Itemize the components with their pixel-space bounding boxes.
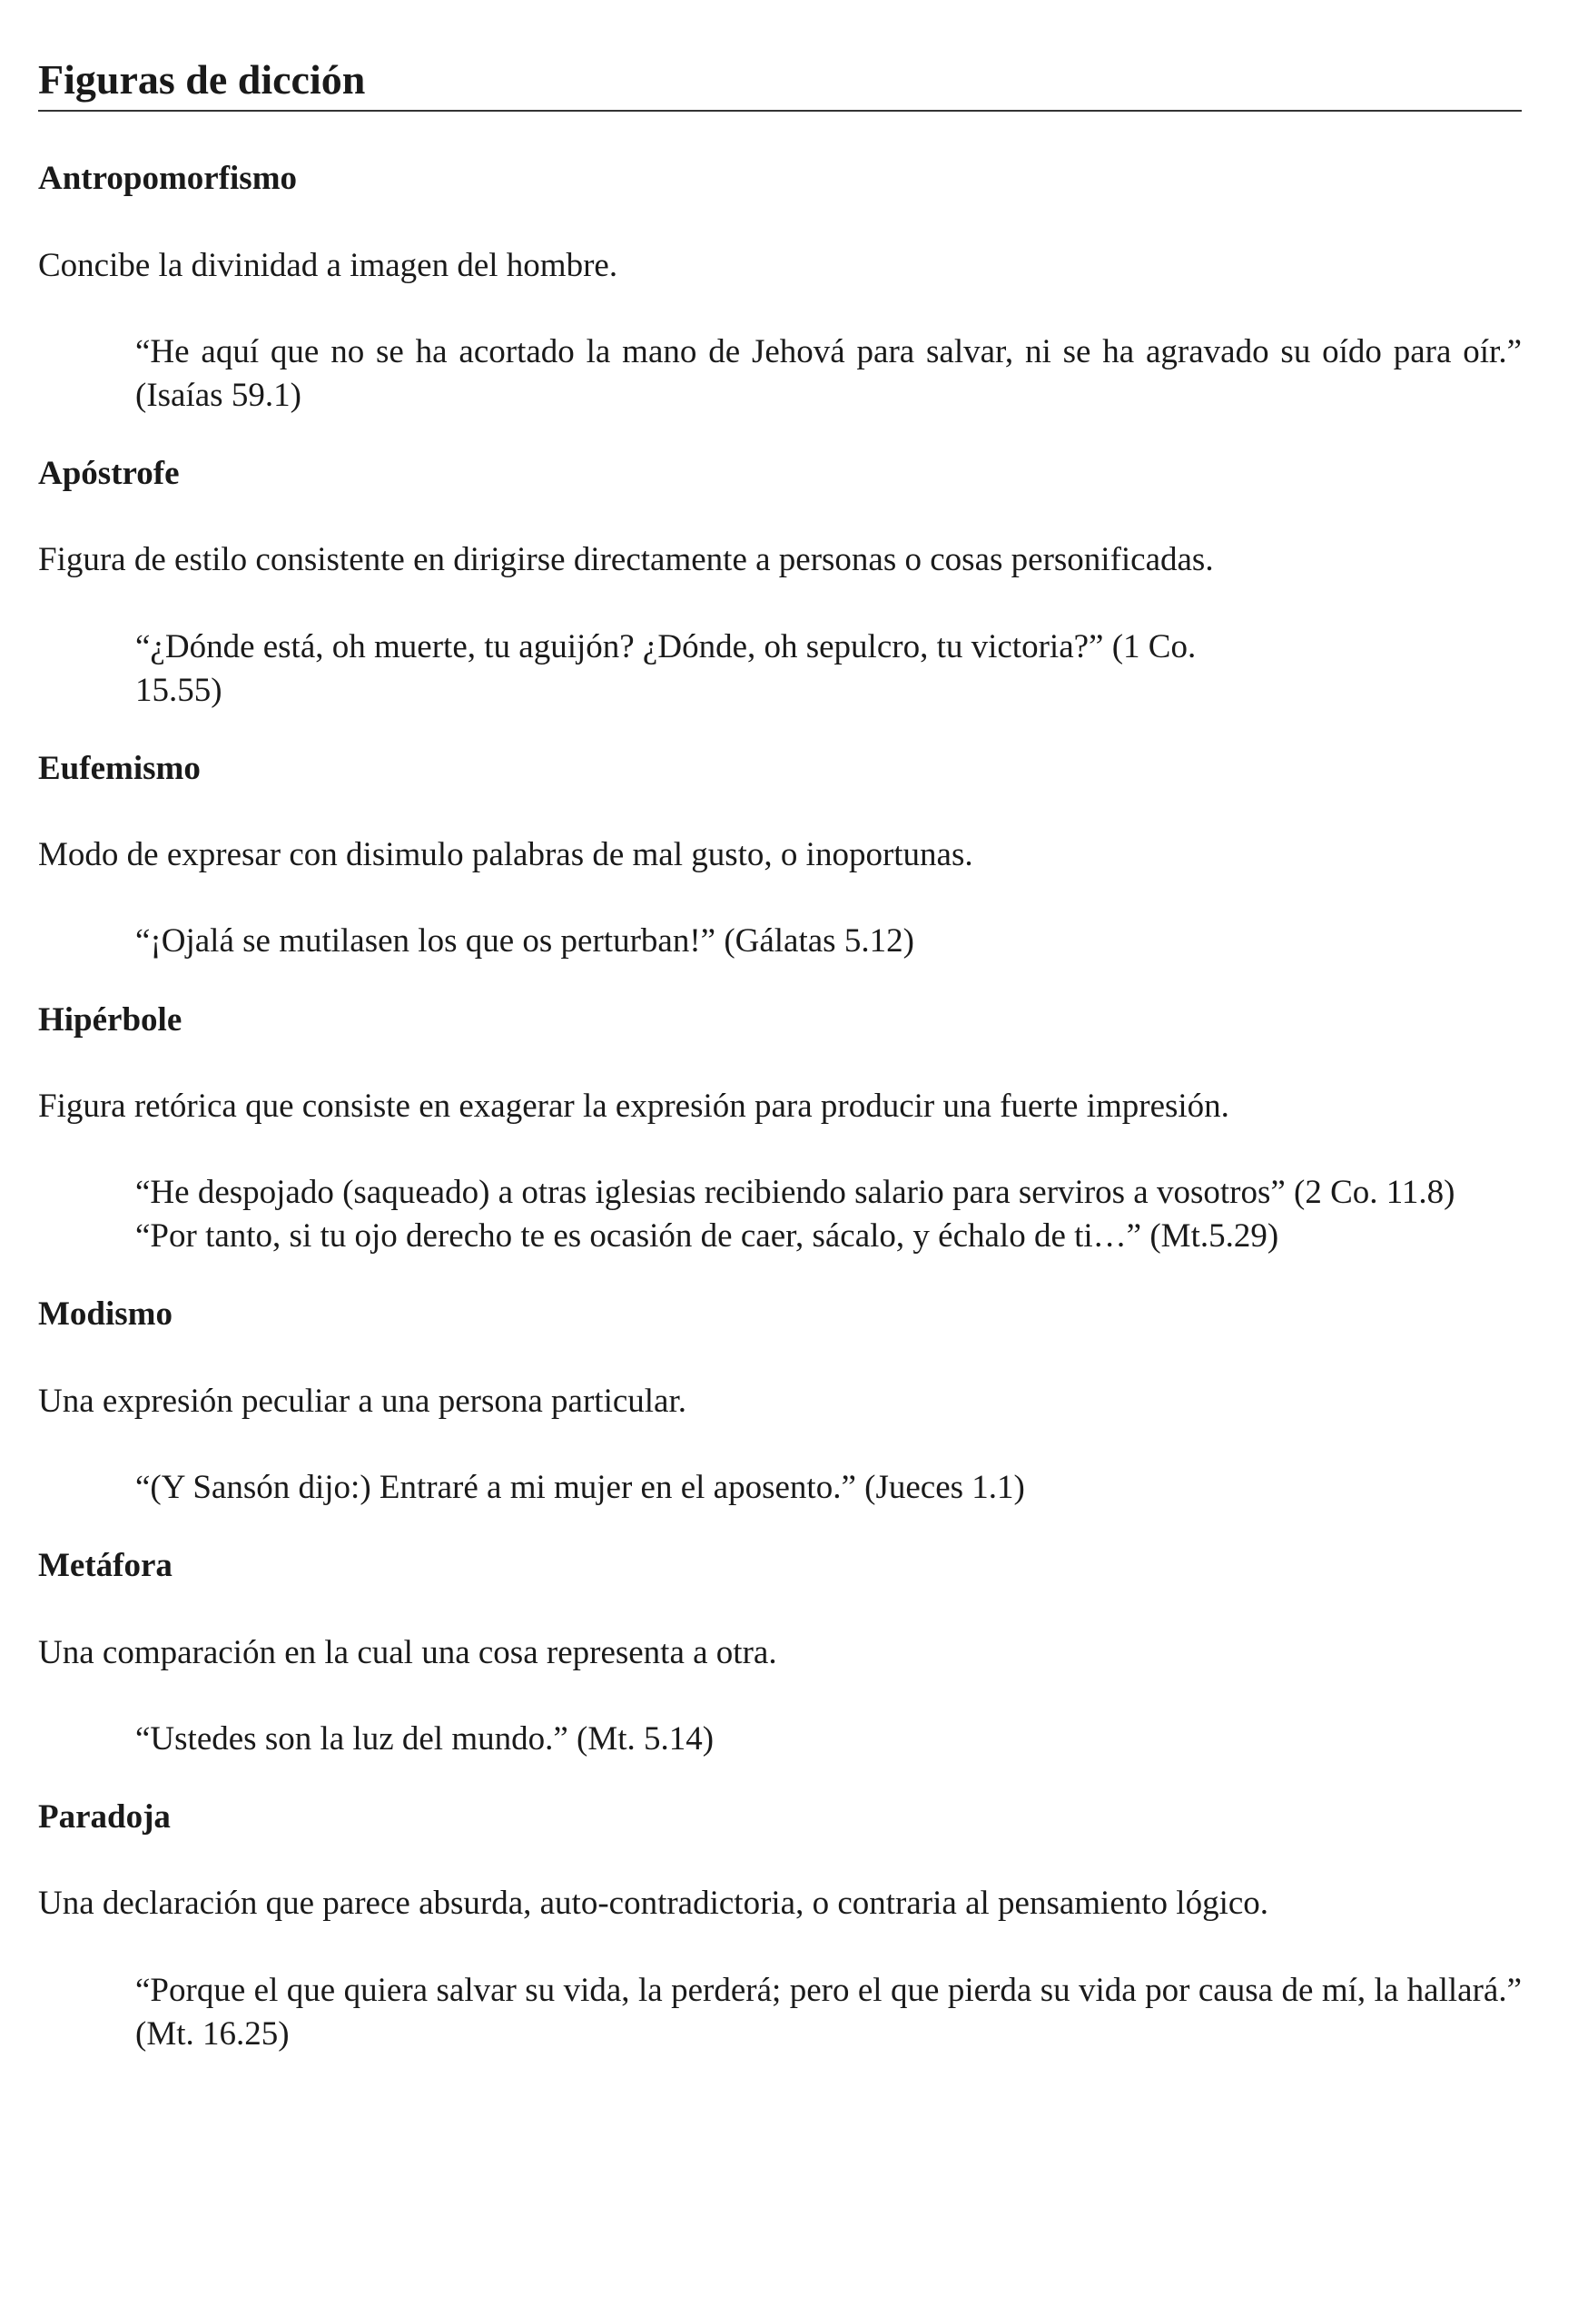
example-block [135,330,1522,418]
example-quote: “Ustedes son la luz del mundo.” (Mt. 5.14) [135,1719,715,1758]
example-quote: “¡Ojalá se mutilasen los que os perturban!” (Gálatas 5.12) [135,922,914,960]
entry-metafora [38,1546,1522,1761]
example-quote: “(Y Sansón dijo:) Entraré a mi mujer en el aposento.” (Jueces 1.1) [135,1469,1025,1507]
entry-hiperbole [38,1000,1522,1259]
example-block [135,1969,1522,2056]
entry-paradoja [38,1797,1522,2056]
term-heading: Metáfora [38,1547,173,1585]
example-quote: “He aquí que no se ha acortado la mano de Jehová para salvar, ni se ha agravado su oído para oír.” (Isaías 59.1) [135,332,1522,414]
example-quote: “¿Dónde está, oh muerte, tu aguijón? ¿Dónde, oh sepulcro, tu victoria?” (1 Co. 15.55) [135,627,1197,709]
term-definition: Concibe la divinidad a imagen del hombre. [38,246,618,284]
term-heading: Eufemismo [38,749,201,787]
term-definition: Una declaración que parece absurda, auto-contradictoria, o contraria al pensamiento lógico. [38,1885,1269,1923]
term-definition: Una comparación en la cual una cosa representa a otra. [38,1633,777,1671]
example-block [135,625,1522,713]
term-heading: Antropomorfismo [38,160,298,198]
entry-eufemismo [38,749,1522,964]
example-quote: “Por tanto, si tu ojo derecho te es ocasión de caer, sácalo, y échalo de ti…” (Mt.5.29) [135,1217,1279,1256]
example-block [135,1466,1522,1510]
term-definition: Modo de expresar con disimulo palabras de mal gusto, o inoportunas. [38,836,973,874]
entry-modismo [38,1295,1522,1510]
term-heading: Apóstrofe [38,455,180,493]
entry-list [38,159,1522,2056]
example-block [135,1171,1522,1258]
term-definition: Figura de estilo consistente en dirigirse directamente a personas o cosas personificadas. [38,541,1214,579]
entry-apostrofe [38,454,1522,713]
document-page [38,54,1522,2093]
page-title: Figuras de dicción [38,54,1522,112]
term-heading: Modismo [38,1295,173,1334]
example-quote: “Porque el que quiera salvar su vida, la perderá; pero el que pierda su vida por causa de mí, la hallará.” (Mt. 16.25) [135,1971,1522,2053]
example-block [135,920,1522,963]
example-block [135,1718,1522,1761]
entry-antropomorfismo [38,159,1522,418]
example-quote: “He despojado (saqueado) a otras iglesias recibiendo salario para serviros a vosotros” (2 Co. 11.8) [135,1174,1455,1212]
term-definition: Figura retórica que consiste en exagerar la expresión para producir una fuerte impresión. [38,1087,1229,1125]
term-heading: Hipérbole [38,1000,182,1039]
term-heading: Paradoja [38,1797,171,1836]
term-definition: Una expresión peculiar a una persona particular. [38,1382,687,1420]
